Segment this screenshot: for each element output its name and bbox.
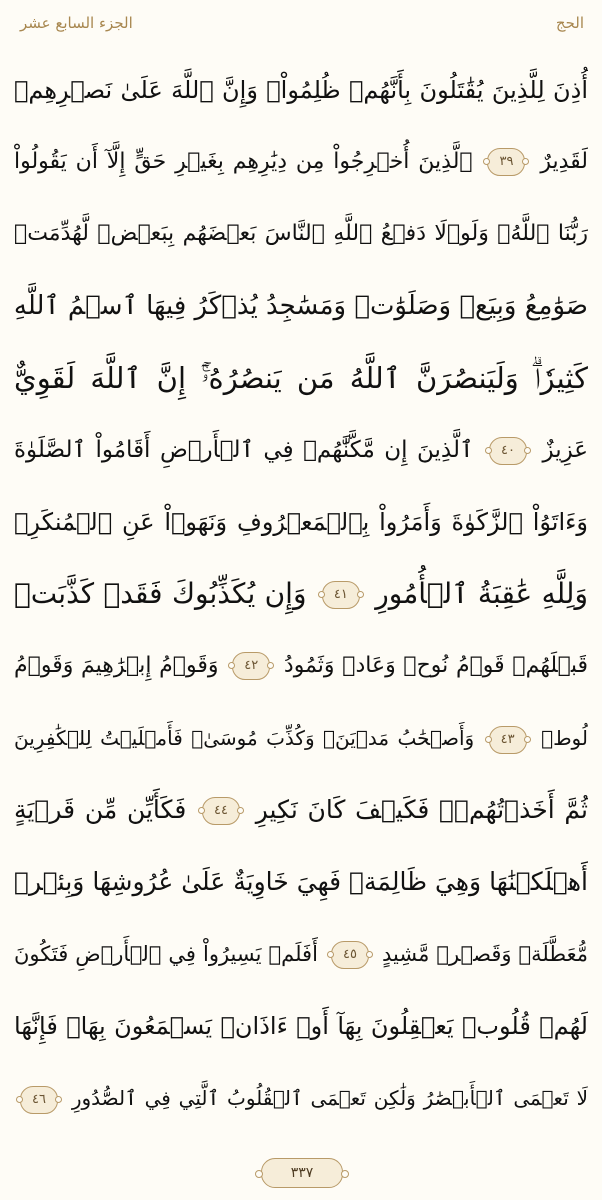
verse-text: وَلِلَّهِ عَٰقِبَةُ ٱلۡأُمُورِ	[375, 577, 588, 610]
ayah-number-marker: ٤٥	[331, 941, 369, 969]
verse-text: قَبۡلَهُمۡ قَوۡمُ نُوحٖ وَعَادٞ وَثَمُودُ	[283, 653, 588, 678]
verse-text: ثُمَّ أَخَذۡتُهُمۡۖ فَكَيۡفَ كَانَ نَكِيرِ	[255, 795, 588, 824]
text-line	[14, 776, 588, 844]
verse-text: رَبُّنَا ٱللَّهُۗ وَلَوۡلَا دَفۡعُ ٱللَّهِ ٱلنَّاسَ بَعۡضَهُم بِبَعۡضٖ لَّهُدِّمَتۡ	[14, 221, 588, 246]
text-line	[14, 128, 588, 196]
text-line	[14, 344, 588, 412]
verse-text: أَهۡلَكۡنَٰهَا وَهِيَ ظَالِمَةٞ فَهِيَ خَاوِيَةٌ عَلَىٰ عُرُوشِهَا وَبِئۡرٖ	[14, 867, 588, 896]
ayah-number-marker: ٤٢	[232, 652, 270, 680]
verse-text: لَقَدِيرٌ	[540, 149, 588, 174]
text-line	[14, 992, 588, 1060]
verse-text: ٱلَّذِينَ أُخۡرِجُواْ مِن دِيَٰرِهِم بِغَيۡرِ حَقٍّ إِلَّآ أَن يَقُولُواْ	[14, 149, 473, 174]
verse-text: ٱلَّذِينَ إِن مَّكَّنَّٰهُمۡ فِي ٱلۡأَرۡضِ أَقَامُواْ ٱلصَّلَوٰةَ	[14, 437, 474, 463]
ayah-number-marker: ٤٣	[489, 726, 527, 754]
quran-page-text	[14, 56, 588, 1146]
verse-text: كَثِيرٗاۗ وَلَيَنصُرَنَّ ٱللَّهُ مَن يَنصُرُهُۥٓۚ إِنَّ ٱللَّهَ لَقَوِيٌّ	[14, 361, 588, 395]
surah-name: الحج	[555, 14, 584, 32]
verse-text: وَأَصۡحَٰبُ مَدۡيَنَۖ وَكُذِّبَ مُوسَىٰۖ فَأَمۡلَيۡتُ لِلۡكَٰفِرِينَ	[14, 726, 475, 750]
ayah-number-marker: ٤٠	[489, 437, 527, 465]
verse-text: وَءَاتَوُاْ ٱلزَّكَوٰةَ وَأَمَرُواْ بِٱلۡمَعۡرُوفِ وَنَهَوۡاْ عَنِ ٱلۡمُنكَرِۗ	[14, 508, 588, 536]
ayah-number-marker: ٤١	[322, 581, 360, 609]
verse-text: لُوطٖ	[541, 726, 588, 750]
verse-text: وَإِن يُكَذِّبُوكَ فَقَدۡ كَذَّبَتۡ	[14, 577, 307, 610]
verse-text: صَوَٰمِعُ وَبِيَعٞ وَصَلَوَٰتٞ وَمَسَٰجِدُ يُذۡكَرُ فِيهَا ٱسۡمُ ٱللَّهِ	[14, 291, 588, 321]
text-line	[14, 704, 588, 772]
text-line	[14, 1064, 588, 1132]
text-line	[14, 200, 588, 268]
text-line	[14, 416, 588, 484]
verse-text: لَهُمۡ قُلُوبٞ يَعۡقِلُونَ بِهَآ أَوۡ ءَاذَانٞ يَسۡمَعُونَ بِهَاۖ فَإِنَّهَا	[14, 1012, 588, 1040]
text-line	[14, 560, 588, 628]
verse-text: مُّعَطَّلَةٖ وَقَصۡرٖ مَّشِيدٍ	[381, 942, 588, 966]
ayah-number-marker: ٣٩	[487, 148, 525, 176]
verse-text: فَكَأَيِّن مِّن قَرۡيَةٍ	[14, 795, 187, 824]
page-header	[0, 0, 602, 50]
text-line	[14, 272, 588, 340]
verse-text: عَزِيزٌ	[542, 437, 588, 463]
page-number: ٣٣٧	[261, 1158, 343, 1188]
text-line	[14, 632, 588, 700]
text-line	[14, 56, 588, 124]
ayah-number-marker: ٤٤	[202, 797, 240, 825]
text-line	[14, 488, 588, 556]
verse-text: أُذِنَ لِلَّذِينَ يُقَٰتَلُونَ بِأَنَّهُمۡ ظُلِمُواْۚ وَإِنَّ ٱللَّهَ عَلَىٰ نَصۡرِهِمۡ	[14, 76, 588, 104]
verse-text: أَفَلَمۡ يَسِيرُواْ فِي ٱلۡأَرۡضِ فَتَكُونَ	[14, 942, 318, 966]
juz-label: الجزء السابع عشر	[20, 14, 133, 32]
verse-text: لَا تَعۡمَى ٱلۡأَبۡصَٰرُ وَلَٰكِن تَعۡمَى ٱلۡقُلُوبُ ٱلَّتِي فِي ٱلصُّدُورِ	[71, 1086, 588, 1110]
text-line	[14, 920, 588, 988]
text-line	[14, 848, 588, 916]
ayah-number-marker: ٤٦	[20, 1086, 58, 1114]
verse-text: وَقَوۡمُ إِبۡرَٰهِيمَ وَقَوۡمُ	[14, 653, 219, 678]
